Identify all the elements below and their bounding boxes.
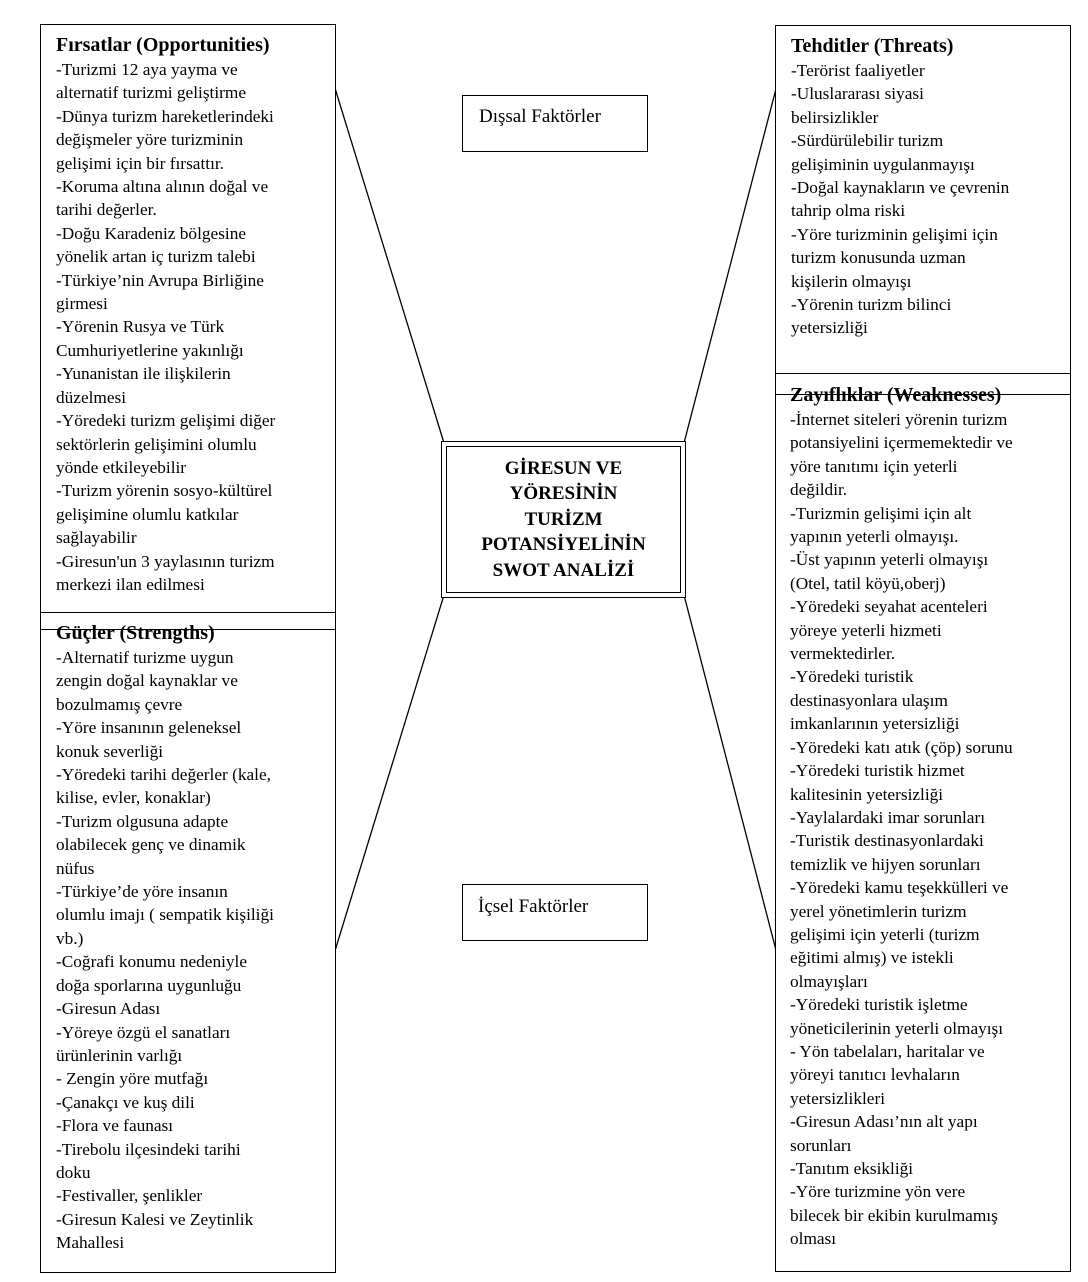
list-item: -Tanıtım eksikliği [790, 1159, 914, 1178]
list-item: yetersizliği [791, 318, 868, 338]
center-title-box [441, 441, 686, 598]
list-item: -Turizmin gelişimi için alt [790, 503, 972, 523]
internal-factors-label: İçsel Faktörler [462, 884, 648, 941]
list-item: destinasyonlara ulaşım [790, 690, 948, 710]
strengths-title-divider [41, 629, 335, 630]
list-item: girmesi [56, 294, 108, 314]
center-title-line: POTANSİYELİNİN [481, 534, 646, 556]
opportunities-box [40, 24, 336, 630]
list-item: -Türkiye’nin Avrupa Birliğine [56, 270, 264, 290]
list-item: bozulmamış çevre [56, 694, 183, 714]
list-item: -Coğrafi konumu nedeniyle [56, 952, 248, 972]
weaknesses-title: Zayıflıklar (Weaknesses) [790, 384, 1002, 406]
list-item: ürünlerinin varlığı [56, 1045, 183, 1065]
list-item: yöre tanıtımı için yeterli [790, 456, 958, 476]
list-item: -Tirebolu ilçesindeki tarihi [56, 1139, 241, 1159]
list-item: vb.) [56, 928, 84, 948]
list-item: potansiyelini içermemektedir ve [790, 433, 1013, 453]
weaknesses-title-divider [776, 394, 1070, 395]
list-item: -Yöredeki turistik işletme [790, 995, 968, 1015]
list-item: yönelik artan iç turizm talebi [56, 247, 256, 267]
list-item: sorunları [790, 1135, 852, 1155]
list-item: alternatif turizmi geliştirme [56, 83, 247, 103]
list-item: -Doğal kaynakların ve çevrenin [791, 178, 1010, 198]
list-item: düzelmesi [56, 387, 127, 407]
list-item: -Giresun Adası’nın alt yapı [790, 1112, 978, 1132]
list-item: -Giresun'un 3 yaylasının turizm [56, 551, 275, 571]
list-item: nüfus [56, 858, 95, 878]
list-item: -Yaylalardaki imar sorunları [790, 807, 986, 827]
list-item: -Koruma altına alının doğal ve [56, 177, 269, 197]
list-item: -Yöredeki kamu teşekkülleri ve [790, 878, 1009, 898]
list-item: -Yöredeki turizm gelişimi diğer [56, 411, 276, 431]
list-item: -Uluslararası siyasi [791, 84, 924, 104]
list-item: -Yörenin Rusya ve Türk [56, 317, 225, 337]
weaknesses-list [790, 408, 1070, 1251]
list-item: değişmeler yöre turizminin [56, 130, 244, 150]
list-item: kalitesinin yetersizliği [790, 784, 944, 804]
list-item: bilecek bir ekibin kurulmamış [790, 1205, 998, 1225]
connector-opportunities [334, 85, 444, 443]
list-item: -Çanakçı ve kuş dili [56, 1092, 195, 1112]
list-item: kişilerin olmayışı [791, 271, 912, 291]
list-item: olumlu imajı ( sempatik kişiliği [56, 905, 274, 925]
weaknesses-box [775, 373, 1071, 1272]
list-item: yetersizlikleri [790, 1088, 886, 1108]
threats-box [775, 25, 1071, 392]
list-item: -Yöredeki turistik [790, 667, 914, 687]
list-item: doğa sporlarına uygunluğu [56, 975, 242, 995]
list-item: yapının yeterli olmayışı. [790, 527, 959, 547]
list-item: -Yöredeki tarihi değerler (kale, [56, 765, 271, 785]
list-item: gelişimi için yeterli (turizm [790, 924, 980, 944]
connector-strengths [334, 595, 444, 954]
list-item: gelişiminin uygulanmayışı [791, 154, 975, 174]
strengths-box [40, 612, 336, 1273]
list-item: konuk severliği [56, 741, 164, 761]
list-item: -Üst yapının yeterli olmayışı [790, 550, 989, 570]
list-item: yönde etkileyebilir [56, 457, 187, 477]
center-title-line: GİRESUN VE [504, 457, 623, 479]
opportunities-title: Fırsatlar (Opportunities) [56, 34, 270, 56]
list-item: yöreye yeterli hizmeti [790, 620, 942, 640]
list-item: gelişimi için bir fırsattır. [56, 153, 224, 173]
list-item: -Flora ve faunası [56, 1116, 174, 1136]
list-item: olabilecek genç ve dinamik [56, 835, 246, 855]
list-item: -Yöre insanının geleneksel [56, 718, 242, 738]
list-item: imkanlarının yetersizliği [790, 714, 960, 734]
list-item: tarihi değerler. [56, 200, 157, 220]
list-item: -Yunanistan ile ilişkilerin [56, 364, 231, 384]
list-item: sağlayabilir [56, 528, 137, 548]
strengths-list [56, 646, 335, 1255]
list-item: -Giresun Adası [56, 999, 161, 1019]
list-item: olmayışları [790, 971, 868, 991]
list-item: yöreyi tanıtıcı levhaların [790, 1065, 960, 1085]
strengths-title: Güçler (Strengths) [56, 622, 215, 644]
opportunities-list [56, 58, 335, 596]
list-item: -Yöredeki turistik hizmet [790, 761, 965, 781]
center-title-line: YÖRESİNİN [509, 483, 618, 505]
list-item: olması [790, 1229, 837, 1249]
list-item: gelişimine olumlu katkılar [56, 504, 239, 524]
center-title-line: SWOT ANALİZİ [492, 559, 635, 581]
list-item: (Otel, tatil köyü,oberj) [790, 573, 946, 593]
list-item: -Turistik destinasyonlardaki [790, 831, 984, 851]
threats-title: Tehditler (Threats) [791, 35, 954, 57]
list-item: doku [56, 1162, 91, 1182]
list-item: -Yörenin turizm bilinci [791, 295, 952, 315]
list-item: -Yöreye özgü el sanatları [56, 1022, 231, 1042]
list-item: temizlik ve hijyen sorunları [790, 854, 981, 874]
list-item: kilise, evler, konaklar) [56, 788, 211, 808]
list-item: -Alternatif turizme uygun [56, 648, 234, 667]
list-item: tahrip olma riski [791, 201, 906, 221]
list-item: -Yöre turizmine yön vere [790, 1182, 966, 1202]
list-item: eğitimi almış) ve istekli [790, 948, 954, 968]
connector-threats [684, 85, 777, 443]
list-item: değildir. [790, 480, 848, 500]
external-factors-label: Dışsal Faktörler [462, 95, 648, 152]
threats-list [791, 59, 1070, 340]
list-item: belirsizlikler [791, 107, 879, 127]
list-item: - Yön tabelaları, haritalar ve [790, 1041, 985, 1061]
list-item: -Sürdürülebilir turizm [791, 131, 944, 151]
center-title-inner [446, 446, 681, 593]
list-item: - Zengin yöre mutfağı [56, 1069, 209, 1089]
list-item: -Doğu Karadeniz bölgesine [56, 223, 247, 243]
list-item: zengin doğal kaynaklar ve [56, 671, 238, 691]
center-title-line: TURİZM [524, 508, 603, 530]
list-item: -Yöre turizminin gelişimi için [791, 224, 998, 244]
list-item: -Turizm yörenin sosyo-kültürel [56, 481, 273, 501]
list-item: yöneticilerinin yeterli olmayışı [790, 1018, 1004, 1038]
list-item: -Yöredeki katı atık (çöp) sorunu [790, 737, 1013, 757]
list-item: -Festivaller, şenlikler [56, 1186, 203, 1206]
list-item: -Türkiye’de yöre insanın [56, 882, 228, 902]
list-item: -Giresun Kalesi ve Zeytinlik [56, 1209, 254, 1229]
list-item: sektörlerin gelişimini olumlu [56, 434, 257, 454]
list-item: Cumhuriyetlerine yakınlığı [56, 340, 244, 360]
list-item: -Terörist faaliyetler [791, 61, 925, 80]
list-item: turizm konusunda uzman [791, 248, 966, 268]
list-item: -Turizmi 12 aya yayma ve [56, 60, 238, 79]
list-item: Mahallesi [56, 1233, 125, 1253]
list-item: -İnternet siteleri yörenin turizm [790, 410, 1008, 429]
list-item: -Dünya turizm hareketlerindeki [56, 106, 274, 126]
list-item: -Turizm olgusuna adapte [56, 811, 229, 831]
list-item: merkezi ilan edilmesi [56, 574, 205, 594]
connector-weaknesses [684, 595, 777, 954]
list-item: yerel yönetimlerin turizm [790, 901, 967, 921]
list-item: -Yöredeki seyahat acenteleri [790, 597, 988, 617]
list-item: vermektedirler. [790, 644, 896, 664]
